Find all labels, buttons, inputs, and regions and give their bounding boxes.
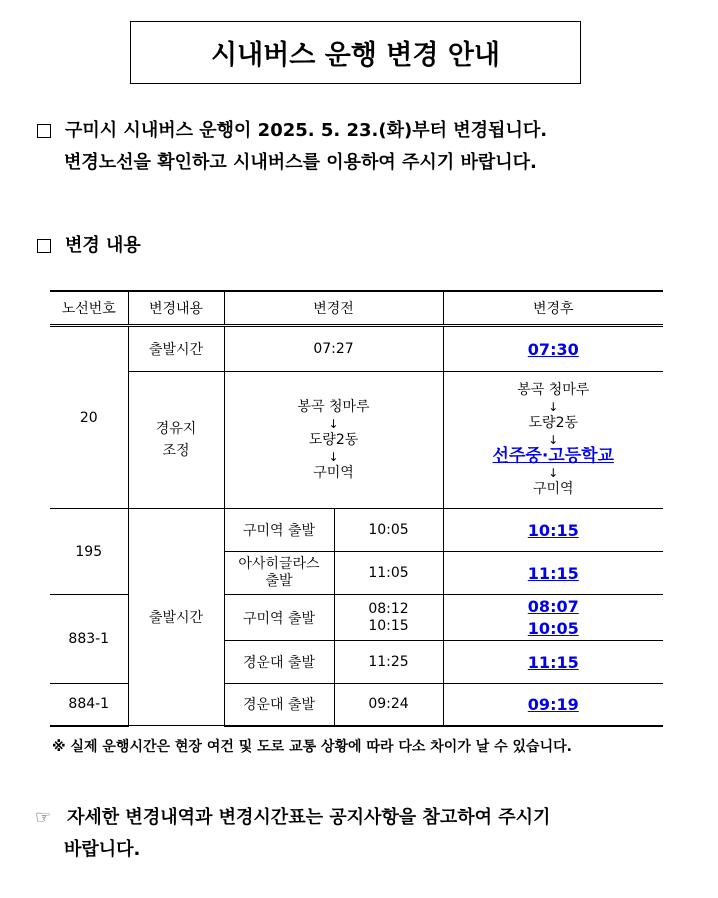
after-time-cell [443, 552, 663, 595]
before-time-cell: 11:25 [334, 641, 443, 684]
checkbox-icon [37, 124, 51, 138]
after-time-value: 11:15 [527, 652, 579, 672]
after-time-cell [443, 684, 663, 726]
route-number-cell: 883-1 [50, 595, 128, 684]
stop-line-2: 출발 [265, 573, 293, 589]
header-route-no: 노선번호 [50, 291, 128, 326]
stop-name: 봉곡 청마루 [297, 398, 370, 415]
intro-line-1: 구미시 시내버스 운행이 2025. 5. 23.(화)부터 변경됩니다. [65, 120, 548, 141]
after-time-cell [443, 509, 663, 552]
stop-name: 구미역 [313, 464, 354, 481]
footer-paragraph [35, 802, 550, 866]
before-time-cell: 09:24 [334, 684, 443, 726]
arrow-down-icon: ↓ [548, 400, 559, 414]
stop-name: 도량2동 [528, 415, 578, 431]
table-row [50, 509, 663, 552]
stop-cell: 경운대 출발 [224, 684, 334, 726]
title-box [130, 21, 581, 84]
before-route-cell [224, 372, 443, 509]
arrow-down-icon: ↓ [548, 433, 559, 447]
stop-cell [224, 552, 334, 595]
before-time-cell: 10:05 [334, 509, 443, 552]
footer-line-2: 바랍니다. [64, 839, 141, 860]
table-row [50, 326, 663, 372]
section-heading [35, 230, 141, 262]
after-time-value: 09:19 [527, 694, 579, 714]
after-time-cell [443, 641, 663, 684]
pointing-hand-icon: ☞ [35, 807, 52, 828]
stop-name: 도량2동 [308, 431, 359, 448]
change-type-cell: 출발시간 [128, 509, 224, 726]
before-time-cell: 11:05 [334, 552, 443, 595]
after-time-value: 10:15 [527, 520, 579, 540]
arrow-down-icon: ↓ [548, 466, 559, 480]
page-title: 시내버스 운행 변경 안내 [210, 40, 501, 71]
footer-line-1: 자세한 변경내역과 변경시간표는 공지사항을 참고하여 주시기 [67, 807, 551, 828]
stop-name: 봉곡 청마루 [517, 382, 590, 398]
before-time-value: 08:12 [368, 600, 409, 617]
new-stop-name: 선주중·고등학교 [492, 446, 614, 466]
intro-paragraph [35, 115, 547, 179]
stop-cell: 구미역 출발 [224, 509, 334, 552]
after-time-value: 10:05 [527, 618, 579, 638]
disclaimer-note: ※ 실제 운행시간은 현장 여건 및 도로 교통 상황에 따라 다소 차이가 날 수 있습니다. [52, 739, 572, 755]
route-adjust-label-2: 조정 [162, 443, 190, 459]
before-time-cell: 07:27 [224, 326, 443, 372]
table-row [50, 372, 663, 509]
arrow-down-icon: ↓ [328, 449, 339, 464]
header-before: 변경전 [224, 291, 443, 326]
after-time-value: 07:30 [527, 339, 579, 359]
route-adjust-label-1: 경유지 [155, 421, 197, 437]
stop-line-1: 아사히글라스 [238, 556, 320, 572]
stop-cell: 구미역 출발 [224, 595, 334, 641]
change-type-cell [128, 372, 224, 509]
intro-line-2: 변경노선을 확인하고 시내버스를 이용하여 주시기 바랍니다. [64, 152, 537, 173]
schedule-table [50, 290, 663, 727]
after-time-cell [443, 595, 663, 641]
stop-cell: 경운대 출발 [224, 641, 334, 684]
before-time-cell [334, 595, 443, 641]
route-number-cell: 884-1 [50, 684, 128, 726]
route-number-cell: 20 [50, 326, 128, 509]
header-after: 변경후 [443, 291, 663, 326]
change-type-cell: 출발시간 [128, 326, 224, 372]
before-time-value: 10:15 [368, 617, 409, 634]
arrow-down-icon: ↓ [328, 416, 339, 431]
stop-name: 구미역 [532, 481, 574, 497]
after-time-value: 08:07 [527, 596, 579, 616]
header-change-content: 변경내용 [128, 291, 224, 326]
table-header-row [50, 291, 663, 326]
checkbox-icon [37, 239, 51, 253]
after-route-cell [443, 372, 663, 509]
route-number-cell: 195 [50, 509, 128, 595]
after-time-value: 11:15 [527, 563, 579, 583]
section-heading-text: 변경 내용 [65, 235, 141, 256]
after-time-cell [443, 326, 663, 372]
